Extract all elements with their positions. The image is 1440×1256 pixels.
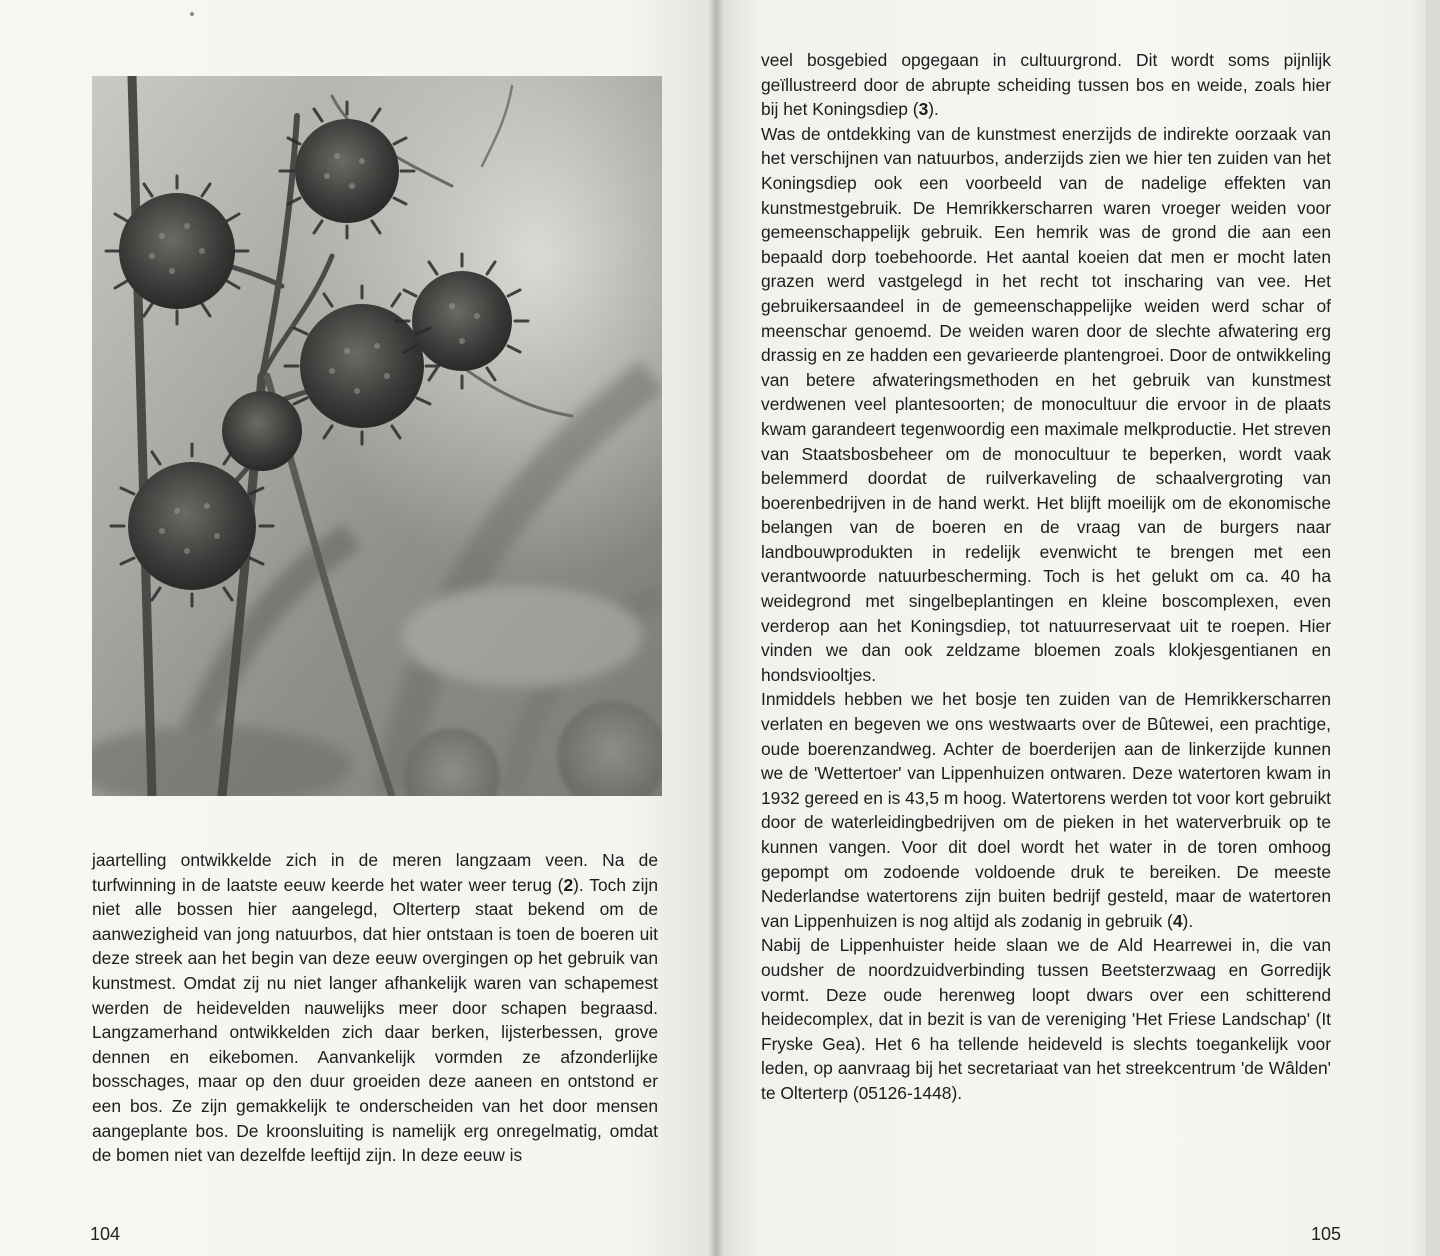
text-run: ). Toch zijn niet alle bossen hier aangelegd, Olterterp staat bekend om de aanwezigheid van jong natuurbos, dat hier ontstaan is toen de boeren uit deze streek aan het begin van deze eeuw overgingen op het gebruik van kunstmest. Omdat zij nu niet langer afhankelijk waren van schapemest werden de heidevelden nauwelijks meer door schapen begraasd. Langzamerhand ontwikkelden zich daar berken, lijsterbessen, grove dennen en eikebomen. Aanvankelijk vormden ze afzonderlijke bosschages, maar op den duur groeiden deze aaneen en ontstond er een bos. Ze zijn gemakkelijk te onderscheiden van het door mensen aangeplante bos. De kroonsluiting is namelijk erg onregelmatig, omdat de bomen niet van dezelfde leeftijd zijn. In deze eeuw is [92,874,658,1166]
page-edge-stack [1426,0,1440,1256]
paragraph [761,933,1331,1105]
seed-head-photo [92,76,662,796]
text-run: Nabij de Lippenhuister heide slaan we de Ald Hearrewei in, die van oudsher de noordzuidverbinding tussen Beetsterzwaag en Gorredijk vormt. Deze oude herenweg loopt dwars over een schitterend heidecomplex, dat in bezit is van de vereniging 'Het Friese Landschap' (It Fryske Gea). Het 6 ha tellende heideveld is slechts toegankelijk voor leden, op aanvraag bij het secretariaat van het streekcentrum 'de Wâlden' te Olterterp (05126-1448). [761,935,1331,1103]
text-run: veel bosgebied opgegaan in cultuurgrond. Dit wordt soms pijnlijk geïllustreerd door de abrupte scheiding tussen bos en weide, zoals hier bij het Koningsdiep ( [761,50,1331,120]
right-page [716,0,1440,1256]
figure-reference: 2 [563,874,574,895]
book-gutter [708,0,724,1256]
paragraph [92,848,658,1168]
figure-reference: 3 [918,99,929,120]
paragraph [761,122,1331,688]
text-run: Inmiddels hebben we het bosje ten zuiden van de Hemrikkerscharren verlaten en begeven we ons westwaarts over de Bûtewei, een prachtige, oude boerenzandweg. Achter de boerderijen aan de linkerzijde kunnen we de 'Wettertoer' van Lippenhuizen ontwaren. Deze watertoren kwam in 1932 gereed en is 43,5 m hoog. Watertorens werden tot voor kort gebruikt door de waterleidingbedrijven om de pieken in het waterverbruik op te kunnen vangen. Voor dit doel wordt het water in de toren omhoog gepompt om zodoende voldoende druk te bereiken. De meeste Nederlandse watertorens zijn buiten bedrijf gesteld, maar de watertoren van Lippenhuizen is nog altijd als zodanig in gebruik ( [761,689,1331,931]
spiky-seed-head-icon [92,76,662,796]
page-number-right: 105 [1311,1224,1342,1244]
left-page [0,0,716,1256]
text-run: jaartelling ontwikkelde zich in de meren langzaam veen. Na de turfwinning in de laatste eeuw keerde het water weer terug ( [92,850,658,895]
paper-fleck [190,12,194,16]
text-run: Was de ontdekking van de kunstmest enerzijds de indirekte oorzaak van het verschijnen van natuurbos, anderzijds zien we hier ten zuiden van het Koningsdiep ook een voorbeeld van de nadelige effekten van kunstmestgebruik. De Hemrikkerscharren waren vroeger weiden voor gemeenschappelijk gebruik. Een hemrik was de grond die aan een bepaald dorp toebehoorde. Het aantal koeien dat men er mocht laten grazen werd vastgelegd in het recht tot inscharing van vee. Het gebruikersaandeel in de gemeenschappelijke weiden werd schar of meenschar genoemd. De weiden waren door de slechte afwatering erg drassig en ze hadden een gevarieerde plantengroei. Door de ontwikkeling van betere afwateringsmethoden en het gebruik van kunstmest verdwenen veel plantesoorten; de monocultuur die ervoor in de plaats kwam garandeert tegenwoordig een maximale melkproductie. Het streven van Staatsbosbeheer om de monocultuur te beperken, wordt vaak belemmerd doordat de ruilverkaveling de schaalvergroting van boerenbedrijven in de hand werkt. Het blijft moeilijk om de ekonomische belangen van de boeren en de vraag van de burgers naar landbouwprodukten in redelijk evenwicht te brengen met een verantwoorde natuurbescherming. Toch is het gelukt om ca. 40 ha weidegrond met singelbeplantingen en kleine boscomplexen, even verderop aan het Koningsdiep, tot natuurreservaat uit te roepen. Hier vinden we dan ook zeldzame bloemen zoals klokjesgentianen en hondsviooltjes. [761,123,1331,685]
left-page-body [92,848,658,1168]
text-run: ). [928,99,939,120]
paragraph [761,48,1331,122]
figure-reference: 4 [1172,910,1183,931]
page-number-left: 104 [90,1224,121,1244]
right-page-body [761,48,1331,1106]
text-run: ). [1182,910,1194,931]
paragraph [761,687,1331,933]
